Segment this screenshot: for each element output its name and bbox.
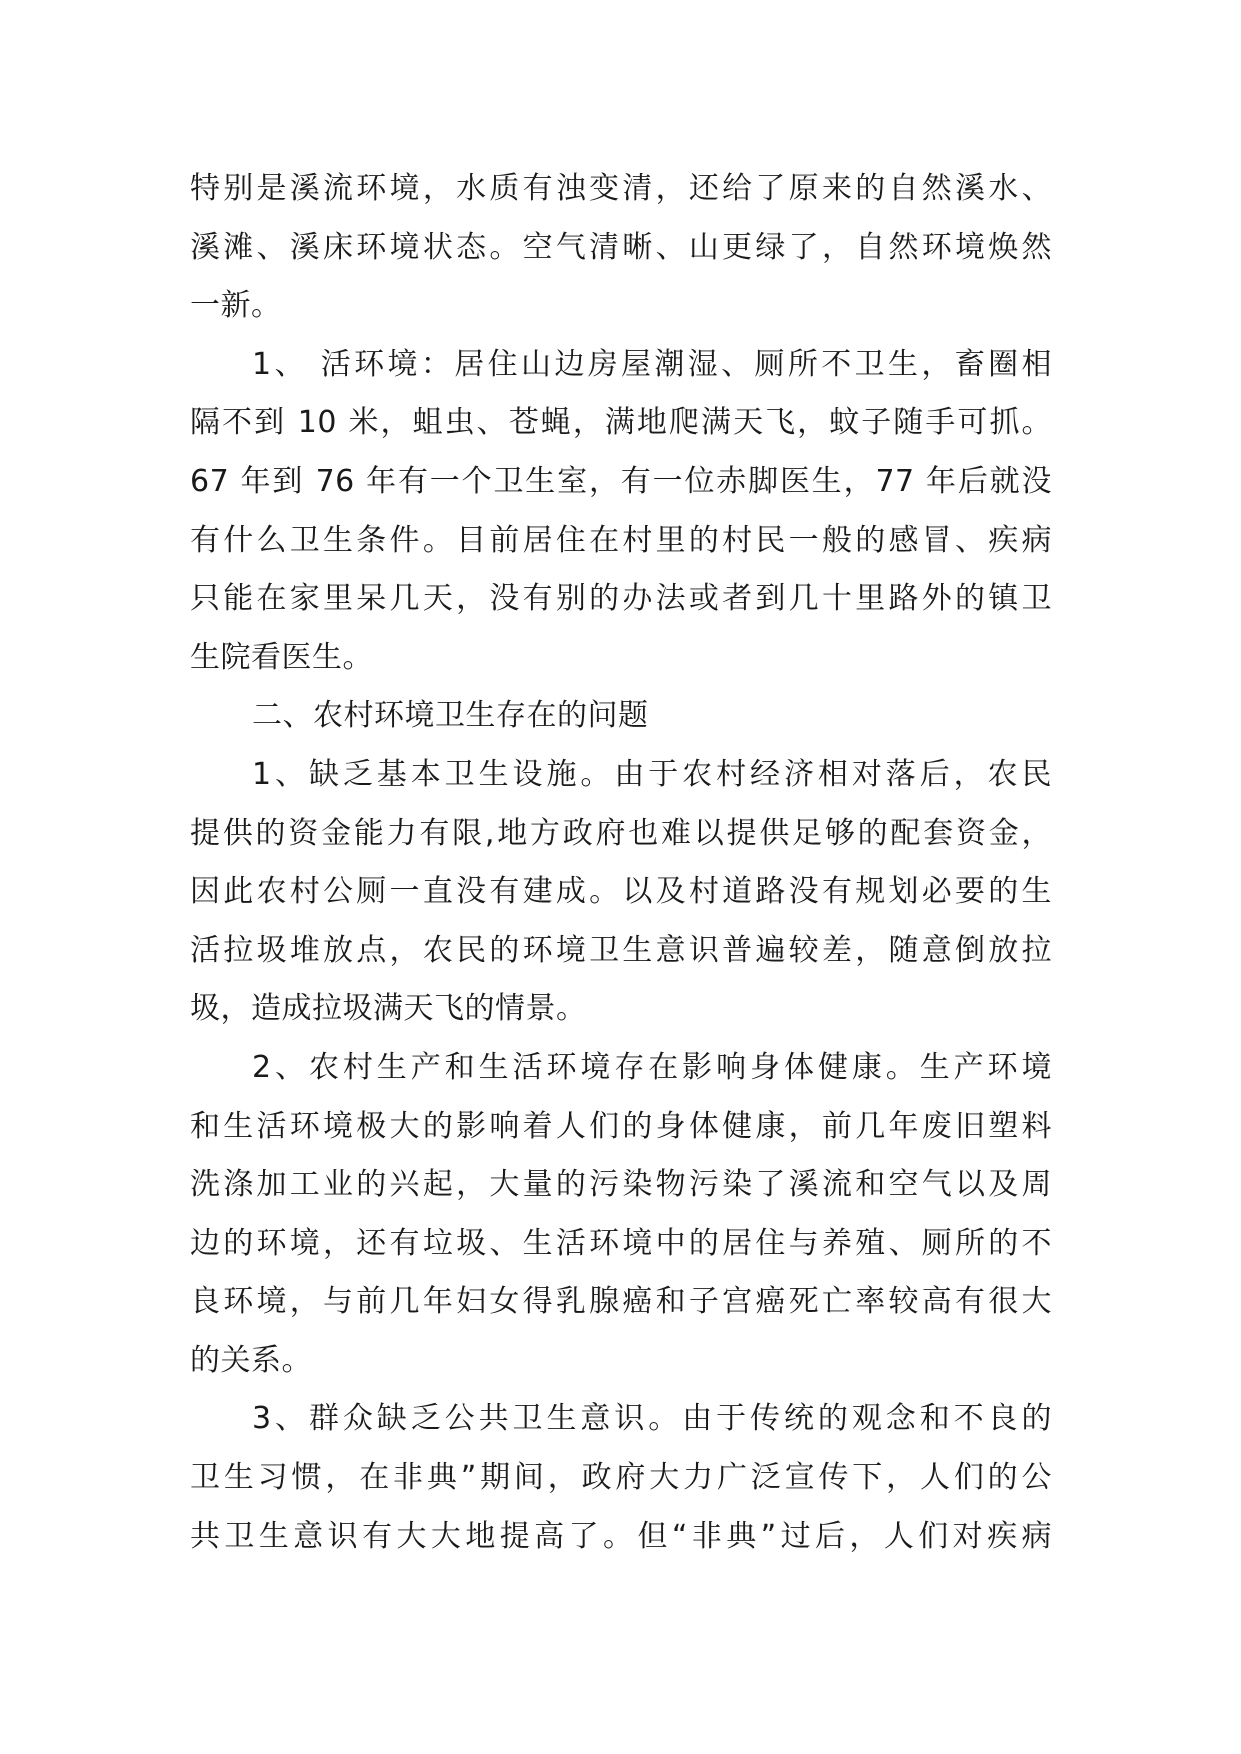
text-line: 圾，造成拉圾满天飞的情景。 (190, 991, 587, 1027)
text-line: 1、缺乏基本卫生设施。由于农村经济相对落后，农民 (252, 756, 1052, 792)
text-line: 3、群众缺乏公共卫生意识。由于传统的观念和不良的 (252, 1401, 1052, 1437)
text-line: 洗涤加工业的兴起，大量的污染物污染了溪流和空气以及周 (190, 1167, 1052, 1203)
text-line: 良环境，与前几年妇女得乳腺癌和子宫癌死亡率较高有很大 (190, 1284, 1052, 1320)
text-line: 特别是溪流环境，水质有浊变清，还给了原来的自然溪水、 (190, 171, 1052, 206)
text-line: 的关系。 (190, 1342, 312, 1378)
text-line: 有什么卫生条件。目前居住在村里的村民一般的感冒、疾病 (190, 522, 1052, 558)
text-line: 生院看医生。 (190, 639, 373, 675)
text-line: 因此农村公厕一直没有建成。以及村道路没有规划必要的生 (190, 874, 1052, 910)
text-line: 1、 活环境：居住山边房屋潮湿、厕所不卫生，畜圈相 (252, 346, 1052, 382)
text-line: 隔不到 10 米，蛆虫、苍蝇，满地爬满天飞，蚊子随手可抓。 (190, 405, 1052, 441)
text-line: 只能在家里呆几天，没有别的办法或者到几十里路外的镇卫 (190, 581, 1052, 617)
text-line: 活拉圾堆放点，农民的环境卫生意识普遍较差，随意倒放拉 (190, 932, 1052, 968)
document-body (190, 160, 1052, 1566)
section-heading: 二、农村环境卫生存在的问题 (252, 698, 649, 734)
text-line: 共卫生意识有大大地提高了。但“非典”过后，人们对疾病 (190, 1518, 1052, 1554)
text-line: 溪滩、溪床环境状态。空气清晰、山更绿了，自然环境焕然 (190, 229, 1052, 265)
text-line: 提供的资金能力有限,地方政府也难以提供足够的配套资金， (190, 815, 1052, 851)
text-line: 2、农村生产和生活环境存在影响身体健康。生产环境 (252, 1049, 1052, 1085)
text-line: 和生活环境极大的影响着人们的身体健康，前几年废旧塑料 (190, 1108, 1052, 1144)
text-line: 67 年到 76 年有一个卫生室，有一位赤脚医生，77 年后就没 (190, 463, 1052, 499)
text-line: 卫生习惯，在非典”期间，政府大力广泛宣传下，人们的公 (190, 1460, 1052, 1496)
text-line: 边的环境，还有垃圾、生活环境中的居住与养殖、厕所的不 (190, 1225, 1052, 1261)
text-line: 一新。 (190, 288, 282, 324)
